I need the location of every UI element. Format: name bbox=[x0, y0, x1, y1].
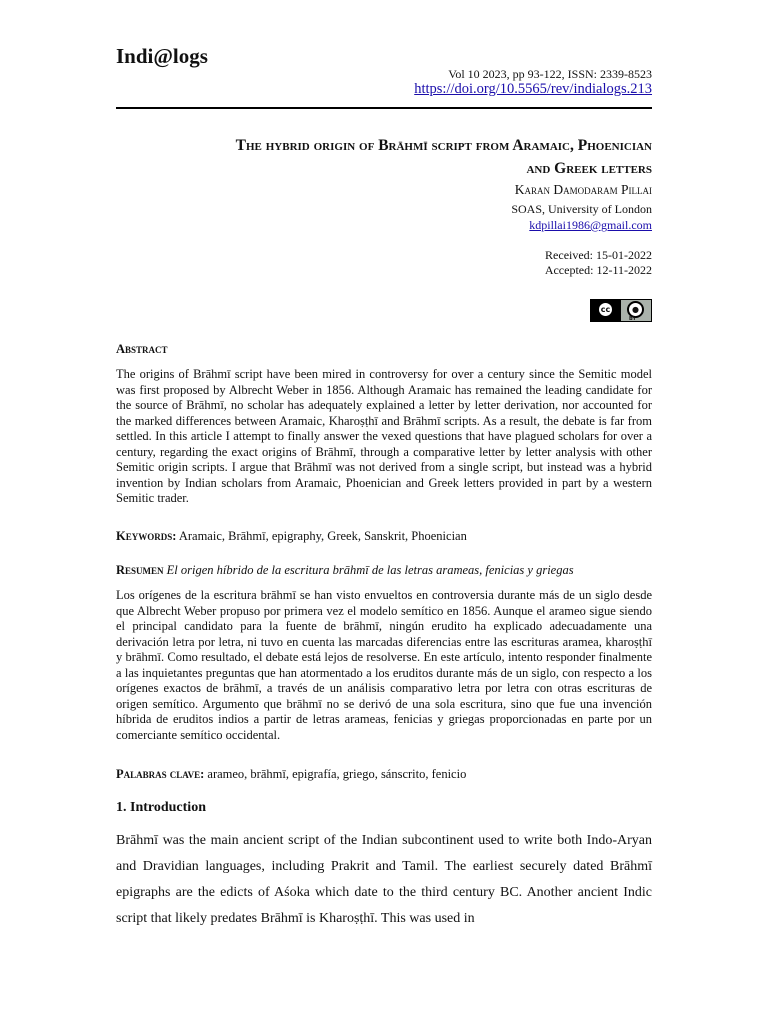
creative-commons-by-icon[interactable] bbox=[590, 299, 652, 322]
accepted-date: Accepted: 12-11-2022 bbox=[544, 263, 652, 277]
article-title-line1: The hybrid origin of Brāhmī script from Aramaic, Phoenician bbox=[235, 137, 652, 154]
resumen-body: Los orígenes de la escritura brāhmī se han visto envueltos en controversia durante más de un siglo desde que Albrecht Weber propuso por primera vez el modelo semítico en 1856. Aunque el arameo sigue siendo el principal candidato para la fuente de brāhmī, ningún erudito ha explicado adecuadamente una derivación letra por letra, ni tuvo en cuenta las marcadas diferencias entre las escrituras aramea, kharoṣṭhī y brāhmī. Como resultado, el debate está lejos de resolverse. En este artículo, intento responder finalmente a las inquietantes preguntas que han atormentado a los eruditos durante más de un siglo, con respecto a los orígenes exactos de brāhmī, a través de un análisis comparativo letra por letra con otras escrituras de origen semítico. Argumento que brāhmī no se derivó de una sola escritura, sino que fue una invención híbrida de eruditos indios a partir de letras arameas, fenicias y griegas proporcionadas en parte por un comerciante semítico occidental. bbox=[116, 588, 652, 742]
doi-link[interactable]: https://doi.org/10.5565/rev/indialogs.213 bbox=[414, 81, 652, 97]
palabras-clave bbox=[116, 767, 466, 782]
palabras-value: arameo, brāhmī, epigrafía, griego, sánscrito, fenicio bbox=[207, 767, 467, 781]
journal-name: Indi@logs bbox=[116, 44, 208, 68]
article-title bbox=[116, 134, 652, 180]
received-date: Received: 15-01-2022 bbox=[545, 248, 652, 262]
keywords-label: Keywords: bbox=[116, 529, 177, 543]
introduction-heading: 1. Introduction bbox=[116, 800, 206, 815]
keywords-value: Aramaic, Brāhmī, epigraphy, Greek, Sanskrit, Phoenician bbox=[178, 529, 467, 543]
header-rule bbox=[116, 107, 652, 109]
abstract-body: The origins of Brāhmī script have been mired in controversy for over a century since the Semitic model was first proposed by Albrecht Weber in 1856. Although Aramaic has remained the leading candidate for the source of Brāhmī, no scholar has adequately explained a letter by letter derivation, nor accounted for the marked differences between Aramaic, Kharoṣṭhī and Brāhmī scripts. As a result, the debate is far from settled. In this article I attempt to finally answer the vexed questions that have plagued scholars for over a century, regarding the exact origins of Brāhmī, through a comparative letter by letter analysis with other Semitic origin scripts. I argue that Brāhmī was not derived from a single script, but instead was a hybrid invention by Indian scholars from Aramaic, Phoenician and Greek letters provided in part by a western Semitic trader. bbox=[116, 367, 652, 505]
by-label: BY bbox=[629, 316, 637, 322]
author-email-link[interactable]: kdpillai1986@gmail.com bbox=[529, 218, 652, 232]
resumen-heading bbox=[116, 563, 574, 578]
person-icon: ● bbox=[627, 301, 644, 318]
resumen-label: Resumen bbox=[116, 563, 164, 577]
abstract-heading: Abstract bbox=[116, 342, 168, 356]
introduction-body: Brāhmī was the main ancient script of the Indian subcontinent used to write both Indo-Aryan and Dravidian languages, including Prakrit and Tamil. The earliest securely dated Brāhmī epigraphs are the edicts of Aśoka which date to the third century BC. Another ancient Indic script that likely predates Brāhmī is Kharoṣṭhī. This was used in bbox=[116, 833, 652, 926]
volume-info: Vol 10 2023, pp 93-122, ISSN: 2339-8523 bbox=[448, 67, 652, 81]
resumen-title: El origen híbrido de la escritura brāhmī de las letras arameas, fenicias y griegas bbox=[166, 563, 574, 577]
author-name: Karan Damodaram Pillai bbox=[514, 182, 652, 197]
keywords bbox=[116, 529, 467, 544]
article-title-line2: and Greek letters bbox=[526, 160, 652, 177]
cc-icon: cc bbox=[597, 301, 614, 318]
article-dates bbox=[545, 248, 652, 278]
author-affiliation: SOAS, University of London bbox=[511, 202, 652, 216]
palabras-label: Palabras clave: bbox=[116, 767, 205, 781]
